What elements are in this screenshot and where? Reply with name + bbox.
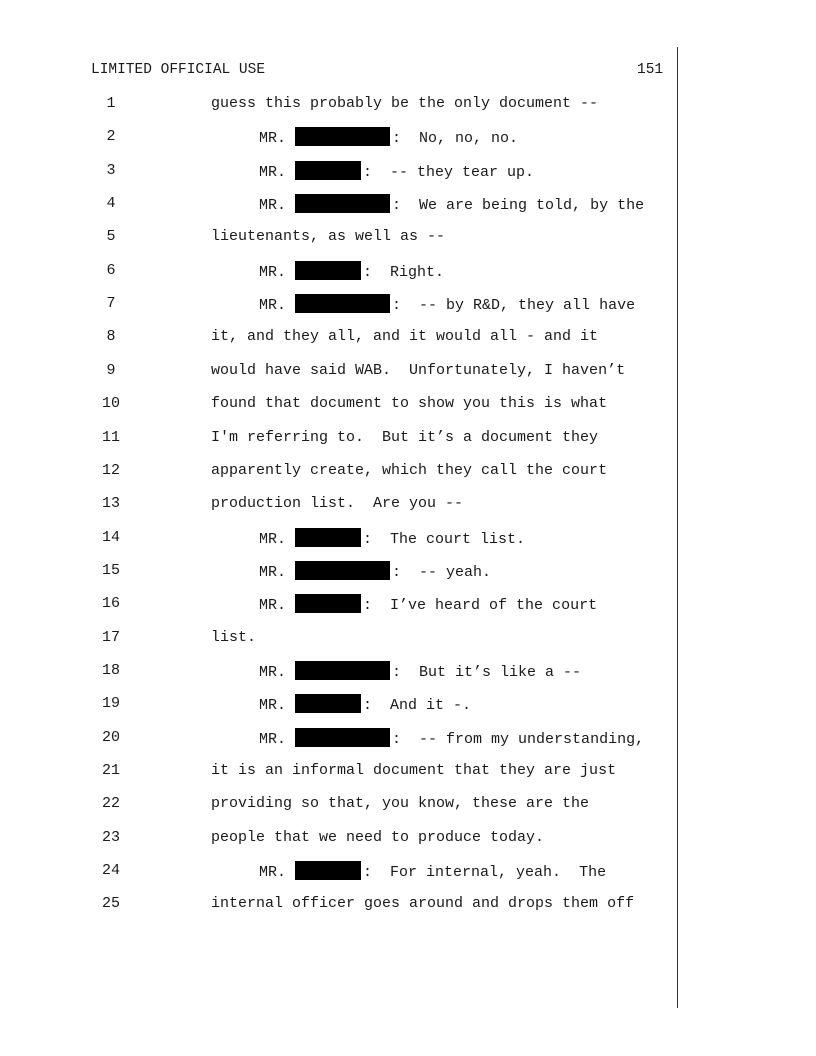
transcript-line — [0, 261, 816, 281]
transcript-line — [0, 894, 816, 914]
continuation-line: found that document to show you this is what — [211, 395, 608, 412]
continuation-line: list. — [211, 629, 257, 646]
line-number: 10 — [101, 395, 120, 412]
speech-text: : Right. — [363, 264, 445, 281]
line-number: 11 — [101, 429, 120, 446]
speaker-title: MR. — [259, 731, 287, 748]
speech-text: : For internal, yeah. The — [363, 864, 607, 881]
line-number: 19 — [101, 695, 120, 712]
redaction-box — [295, 694, 361, 713]
line-number: 14 — [101, 529, 120, 546]
transcript-line — [0, 428, 816, 448]
line-number: 24 — [101, 862, 120, 879]
transcript-line — [0, 828, 816, 848]
speaker-title: MR. — [259, 697, 287, 714]
speaker-title: MR. — [259, 564, 287, 581]
transcript-line — [0, 694, 816, 714]
line-number: 17 — [101, 629, 120, 646]
line-number: 25 — [101, 895, 120, 912]
speaker-title: MR. — [259, 597, 287, 614]
line-number: 1 — [106, 95, 116, 112]
continuation-line: providing so that, you know, these are the — [211, 795, 590, 812]
line-number: 7 — [106, 295, 116, 312]
speaker-line — [259, 194, 644, 216]
speaker-title: MR. — [259, 164, 287, 181]
continuation-line: guess this probably be the only document -- — [211, 95, 599, 112]
line-number: 18 — [101, 662, 120, 679]
speech-text: : The court list. — [363, 531, 526, 548]
speech-text: : We are being told, by the — [392, 197, 645, 214]
transcript-line — [0, 628, 816, 648]
speech-text: : -- from my understanding, — [392, 731, 645, 748]
continuation-line: lieutenants, as well as -- — [211, 228, 446, 245]
transcript-line — [0, 794, 816, 814]
speaker-line — [259, 861, 606, 883]
speaker-line — [259, 661, 581, 683]
transcript-line — [0, 461, 816, 481]
redaction-box — [295, 161, 361, 180]
line-number: 2 — [106, 128, 116, 145]
page-number: 151 — [637, 62, 664, 78]
speech-text: : No, no, no. — [392, 130, 519, 147]
redaction-box — [295, 261, 361, 280]
continuation-line: I'm referring to. But it’s a document they — [211, 429, 599, 446]
redaction-box — [295, 861, 361, 880]
speaker-title: MR. — [259, 130, 287, 147]
speaker-title: MR. — [259, 264, 287, 281]
speaker-line — [259, 528, 525, 550]
line-number: 4 — [106, 195, 116, 212]
transcript-line — [0, 494, 816, 514]
line-number: 20 — [101, 729, 120, 746]
transcript-line — [0, 594, 816, 614]
transcript-line — [0, 194, 816, 214]
line-number: 23 — [101, 829, 120, 846]
line-number: 8 — [106, 328, 116, 345]
transcript-line — [0, 127, 816, 147]
transcript-line — [0, 94, 816, 114]
speaker-title: MR. — [259, 664, 287, 681]
speech-text: : But it’s like a -- — [392, 664, 582, 681]
transcript-line — [0, 861, 816, 881]
redaction-box — [295, 194, 390, 213]
speech-text: : And it -. — [363, 697, 472, 714]
speaker-line — [259, 294, 635, 316]
speaker-line — [259, 261, 444, 283]
redaction-box — [295, 661, 390, 680]
line-number: 21 — [101, 762, 120, 779]
transcript-line — [0, 528, 816, 548]
transcript-line — [0, 227, 816, 247]
line-number: 5 — [106, 228, 116, 245]
transcript-line — [0, 761, 816, 781]
continuation-line: apparently create, which they call the court — [211, 462, 608, 479]
line-number: 6 — [106, 262, 116, 279]
speaker-line — [259, 728, 644, 750]
redaction-box — [295, 528, 361, 547]
speaker-line — [259, 161, 534, 183]
transcript-line — [0, 361, 816, 381]
line-number: 9 — [106, 362, 116, 379]
line-number: 12 — [101, 462, 120, 479]
speech-text: : -- yeah. — [392, 564, 492, 581]
redaction-box — [295, 561, 390, 580]
continuation-line: production list. Are you -- — [211, 495, 464, 512]
speaker-title: MR. — [259, 197, 287, 214]
continuation-line: it, and they all, and it would all - and it — [211, 328, 599, 345]
redaction-box — [295, 294, 390, 313]
transcript-line — [0, 661, 816, 681]
speaker-line — [259, 561, 491, 583]
speaker-title: MR. — [259, 864, 287, 881]
transcript-line — [0, 728, 816, 748]
speech-text: : -- they tear up. — [363, 164, 535, 181]
speaker-line — [259, 127, 518, 149]
speech-text: : -- by R&D, they all have — [392, 297, 636, 314]
redaction-box — [295, 728, 390, 747]
continuation-line: internal officer goes around and drops them off — [211, 895, 635, 912]
speaker-line — [259, 594, 597, 616]
line-number: 3 — [106, 162, 116, 179]
line-number: 22 — [101, 795, 120, 812]
redaction-box — [295, 127, 390, 146]
transcript-line — [0, 561, 816, 581]
line-number: 16 — [101, 595, 120, 612]
speaker-title: MR. — [259, 297, 287, 314]
transcript-line — [0, 294, 816, 314]
speaker-title: MR. — [259, 531, 287, 548]
classification-header: LIMITED OFFICIAL USE — [91, 62, 266, 78]
speaker-line — [259, 694, 471, 716]
continuation-line: would have said WAB. Unfortunately, I haven’t — [211, 362, 626, 379]
transcript-line — [0, 161, 816, 181]
line-number: 13 — [101, 495, 120, 512]
continuation-line: it is an informal document that they are just — [211, 762, 617, 779]
redaction-box — [295, 594, 361, 613]
line-number: 15 — [101, 562, 120, 579]
continuation-line: people that we need to produce today. — [211, 829, 545, 846]
speech-text: : I’ve heard of the court — [363, 597, 598, 614]
transcript-line — [0, 327, 816, 347]
transcript-line — [0, 394, 816, 414]
